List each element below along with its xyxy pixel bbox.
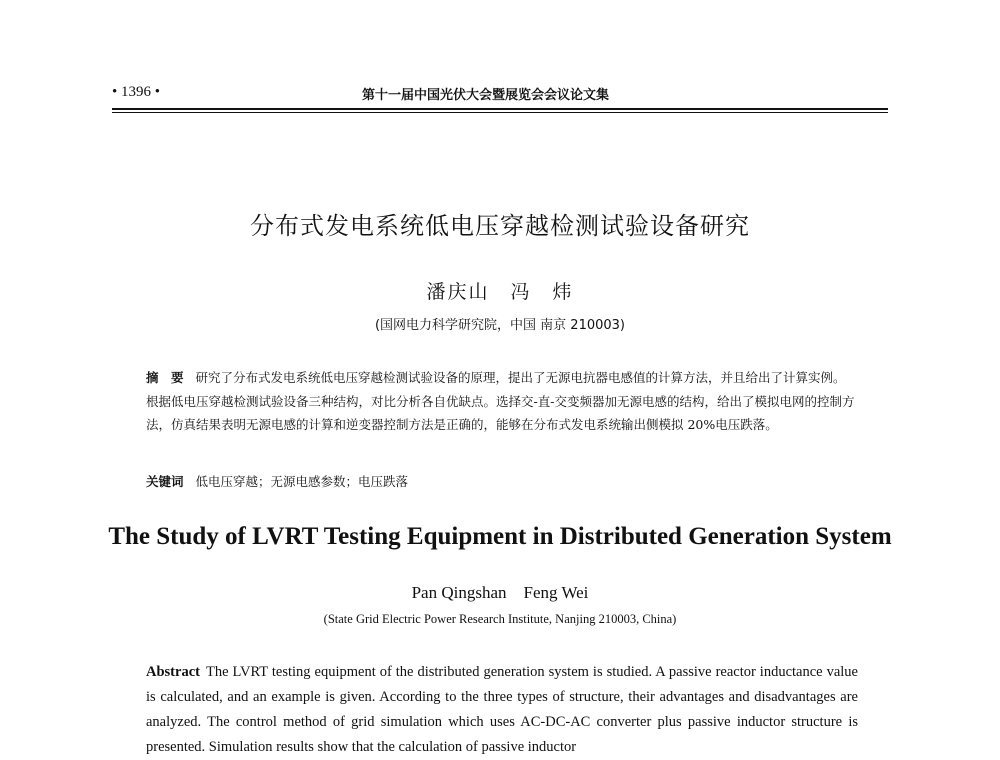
header-rule-thick xyxy=(112,108,888,110)
keywords-chinese xyxy=(146,472,858,490)
header-rule-thin xyxy=(112,112,888,113)
paper-title-chinese: 分布式发电系统低电压穿越检测试验设备研究 xyxy=(250,212,750,240)
paper-title-english: The Study of LVRT Testing Equipment in Distributed Generation System xyxy=(108,523,892,550)
keywords-chinese-text: 低电压穿越；无源电感参数；电压跌落 xyxy=(195,474,409,489)
running-head-title: 第十一届中国光伏大会暨展览会会议论文集 xyxy=(362,88,610,103)
affiliation-chinese: (国网电力科学研究院，中国 南京 210003) xyxy=(374,318,626,333)
keywords-chinese-label: 关键词 xyxy=(146,474,184,489)
running-header xyxy=(112,84,888,108)
abstract-chinese-label: 摘 要 xyxy=(146,370,184,385)
abstract-english xyxy=(146,660,858,760)
authors-chinese: 潘庆山 冯 炜 xyxy=(426,281,574,303)
abstract-chinese xyxy=(146,366,858,437)
abstract-chinese-text: 研究了分布式发电系统低电压穿越检测试验设备的原理，提出了无源电抗器电感值的计算方法，并且给出了计算实例。根据低电压穿越检测试验设备三种结构，对比分析各自优缺点。选择交-直-交变频器加无源电感的结构，给出了模拟电网的控制方法，仿真结果表明无源电感的计算和逆变器控制方法是正确的，能够在分布式发电系统输出侧模拟 20%电压跌落。 xyxy=(146,370,855,432)
authors-english: Pan Qingshan Feng Wei xyxy=(411,583,589,602)
page-number: • 1396 • xyxy=(112,84,161,100)
affiliation-english: (State Grid Electric Power Research Institute, Nanjing 210003, China) xyxy=(323,612,677,626)
abstract-english-text: The LVRT testing equipment of the distributed generation system is studied. A passive reactor inductance value is calculated, and an example is given. According to the three types of structure, their advantages and disadvantages are analyzed. The control method of grid simulation which uses AC-DC-AC converter plus passive inductor structure is presented. Simulation results show that the calculation of passive inductor xyxy=(146,664,858,755)
abstract-english-label: Abstract xyxy=(146,664,200,680)
